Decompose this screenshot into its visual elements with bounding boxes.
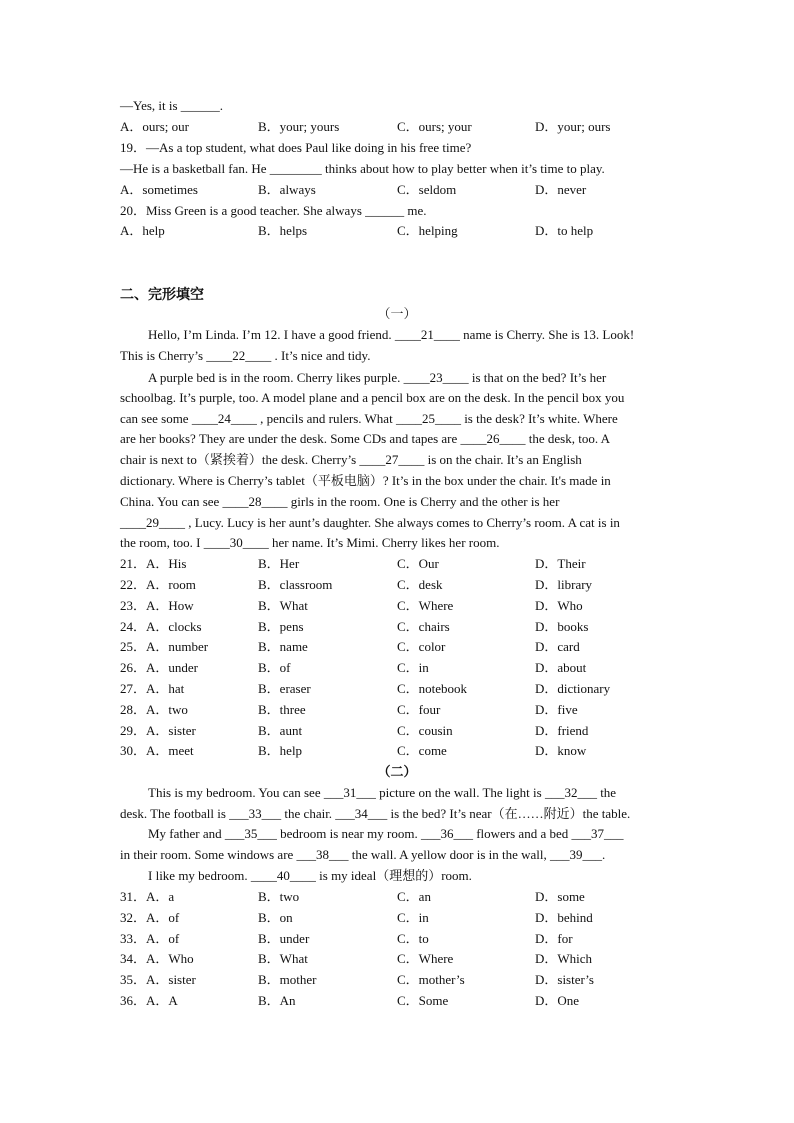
q22-options — [120, 577, 680, 593]
option-b: B．pens — [258, 619, 304, 634]
passage1-line: schoolbag. It’s purple, too. A model plane and a pencil box are on the desk. In the pencil box you — [120, 390, 625, 405]
option-b: B．What — [258, 598, 308, 613]
option-c: C．notebook — [397, 681, 468, 696]
q24-options — [120, 619, 680, 635]
passage2-line: in their room. Some windows are ___38___ the wall. A yellow door is in the wall, ___39___. — [120, 847, 606, 862]
option-a: 23．A．How — [120, 598, 194, 613]
option-c: C．mother’s — [397, 972, 465, 987]
option-a: 22．A．room — [120, 577, 196, 592]
option-d: D．card — [535, 639, 580, 654]
option-c: C．seldom — [397, 182, 457, 197]
q35-options — [120, 972, 680, 988]
q19-options — [120, 182, 680, 198]
option-c: C．color — [397, 639, 446, 654]
q34-options — [120, 951, 680, 967]
q36-options — [120, 993, 680, 1009]
option-d: D．to help — [535, 223, 594, 238]
section-heading: 二、完形填空 — [120, 287, 204, 303]
q28-options — [120, 702, 680, 718]
option-d: D．behind — [535, 910, 593, 925]
option-d: D．five — [535, 702, 578, 717]
option-b: B．helps — [258, 223, 308, 238]
passage1-line: Hello, I’m Linda. I’m 12. I have a good friend. ____21____ name is Cherry. She is 13. Look! — [148, 327, 635, 342]
option-a: 33．A．of — [120, 931, 180, 946]
option-b: B．on — [258, 910, 293, 925]
q33-options — [120, 931, 680, 947]
option-d: D．about — [535, 660, 587, 675]
q29-options — [120, 723, 680, 739]
q23-options — [120, 598, 680, 614]
option-d: D．One — [535, 993, 580, 1008]
option-a: 28．A．two — [120, 702, 188, 717]
option-a: 30．A．meet — [120, 743, 194, 758]
passage2-line: desk. The football is ___33___ the chair. ___34___ is the bed? It’s near（在……附近）the table. — [120, 806, 631, 821]
passage1-line: China. You can see ____28____ girls in the room. One is Cherry and the other is her — [120, 494, 560, 509]
option-c: C．Where — [397, 598, 454, 613]
passage1-line: are her books? They are under the desk. Some CDs and tapes are ____26____ the desk, too. A — [120, 431, 611, 446]
q19-reply: —He is a basketball fan. He ________ thinks about how to play better when it’s time to play. — [120, 161, 605, 176]
option-a: 31．A．a — [120, 889, 175, 904]
option-d: D．Which — [535, 951, 593, 966]
option-b: B．three — [258, 702, 306, 717]
option-a: 24．A．clocks — [120, 619, 202, 634]
q20-stem: 20．Miss Green is a good teacher. She always ______ me. — [120, 203, 427, 218]
answer-line: —Yes, it is ______. — [120, 98, 224, 113]
passage1-line: A purple bed is in the room. Cherry likes purple. ____23____ is that on the bed? It’s her — [148, 370, 607, 385]
option-b: B．your; yours — [258, 119, 340, 134]
option-b: B．of — [258, 660, 291, 675]
q26-options — [120, 660, 680, 676]
option-c: C．cousin — [397, 723, 453, 738]
option-b: B．classroom — [258, 577, 333, 592]
q27-options — [120, 681, 680, 697]
q20-options — [120, 223, 680, 239]
option-d: D．library — [535, 577, 593, 592]
part2-title: （二） — [377, 764, 417, 779]
option-b: B．What — [258, 951, 308, 966]
passage2-line: I like my bedroom. ____40____ is my ideal（理想的）room. — [148, 868, 472, 883]
option-c: C．an — [397, 889, 431, 904]
passage2-line: My father and ___35___ bedroom is near my room. ___36___ flowers and a bed ___37___ — [148, 826, 624, 841]
passage1-line: ____29____ , Lucy. Lucy is her aunt’s daughter. She always comes to Cherry’s room. A cat is in — [120, 515, 620, 530]
option-a: A．sometimes — [120, 182, 198, 197]
q18-options — [120, 119, 680, 135]
option-c: C．chairs — [397, 619, 450, 634]
option-d: D．some — [535, 889, 585, 904]
option-c: C．desk — [397, 577, 443, 592]
option-c: C．in — [397, 660, 429, 675]
q25-options — [120, 639, 680, 655]
option-b: B．two — [258, 889, 300, 904]
option-c: C．Where — [397, 951, 454, 966]
option-d: D．Who — [535, 598, 583, 613]
option-d: D．sister’s — [535, 972, 594, 987]
option-a: A．ours; our — [120, 119, 189, 134]
option-b: B．always — [258, 182, 316, 197]
option-c: C．in — [397, 910, 429, 925]
option-b: B．name — [258, 639, 308, 654]
option-b: B．eraser — [258, 681, 311, 696]
option-a: 26．A．under — [120, 660, 198, 675]
option-a: 34．A．Who — [120, 951, 194, 966]
passage1-line: the room, too. I ____30____ her name. It’s Mimi. Cherry likes her room. — [120, 535, 500, 550]
q21-options — [120, 556, 680, 572]
option-c: C．ours; your — [397, 119, 472, 134]
q31-options — [120, 889, 680, 905]
option-d: D．dictionary — [535, 681, 611, 696]
option-d: D．your; ours — [535, 119, 611, 134]
option-a: A．help — [120, 223, 165, 238]
option-b: B．aunt — [258, 723, 303, 738]
passage1-line: This is Cherry’s ____22____ . It’s nice and tidy. — [120, 348, 371, 363]
option-a: 29．A．sister — [120, 723, 196, 738]
option-c: C．Our — [397, 556, 439, 571]
option-c: C．helping — [397, 223, 458, 238]
option-d: D．for — [535, 931, 573, 946]
option-c: C．Some — [397, 993, 449, 1008]
q32-options — [120, 910, 680, 926]
option-b: B．Her — [258, 556, 300, 571]
option-a: 32．A．of — [120, 910, 180, 925]
option-d: D．friend — [535, 723, 589, 738]
option-d: D．Their — [535, 556, 586, 571]
option-d: D．know — [535, 743, 587, 758]
option-a: 27．A．hat — [120, 681, 185, 696]
option-a: 36．A．A — [120, 993, 178, 1008]
q30-options — [120, 743, 680, 759]
passage2-line: This is my bedroom. You can see ___31___ picture on the wall. The light is ___32___ the — [148, 785, 617, 800]
q19-stem: 19．—As a top student, what does Paul like doing in his free time? — [120, 140, 472, 155]
option-b: B．help — [258, 743, 303, 758]
option-c: C．four — [397, 702, 441, 717]
option-c: C．to — [397, 931, 429, 946]
option-d: D．never — [535, 182, 587, 197]
part1-title: （一） — [377, 306, 417, 321]
option-a: 25．A．number — [120, 639, 209, 654]
option-b: B．mother — [258, 972, 317, 987]
option-b: B．An — [258, 993, 296, 1008]
option-a: 21．A．His — [120, 556, 187, 571]
option-a: 35．A．sister — [120, 972, 196, 987]
passage1-line: chair is next to（紧挨着）the desk. Cherry’s ____27____ is on the chair. It’s an English — [120, 452, 582, 467]
passage1-line: can see some ____24____ , pencils and rulers. What ____25____ is the desk? It’s white. Where — [120, 411, 618, 426]
option-c: C．come — [397, 743, 447, 758]
option-b: B．under — [258, 931, 310, 946]
passage1-line: dictionary. Where is Cherry’s tablet（平板电脑）? It’s in the box under the chair. It's made in — [120, 473, 611, 488]
option-d: D．books — [535, 619, 589, 634]
